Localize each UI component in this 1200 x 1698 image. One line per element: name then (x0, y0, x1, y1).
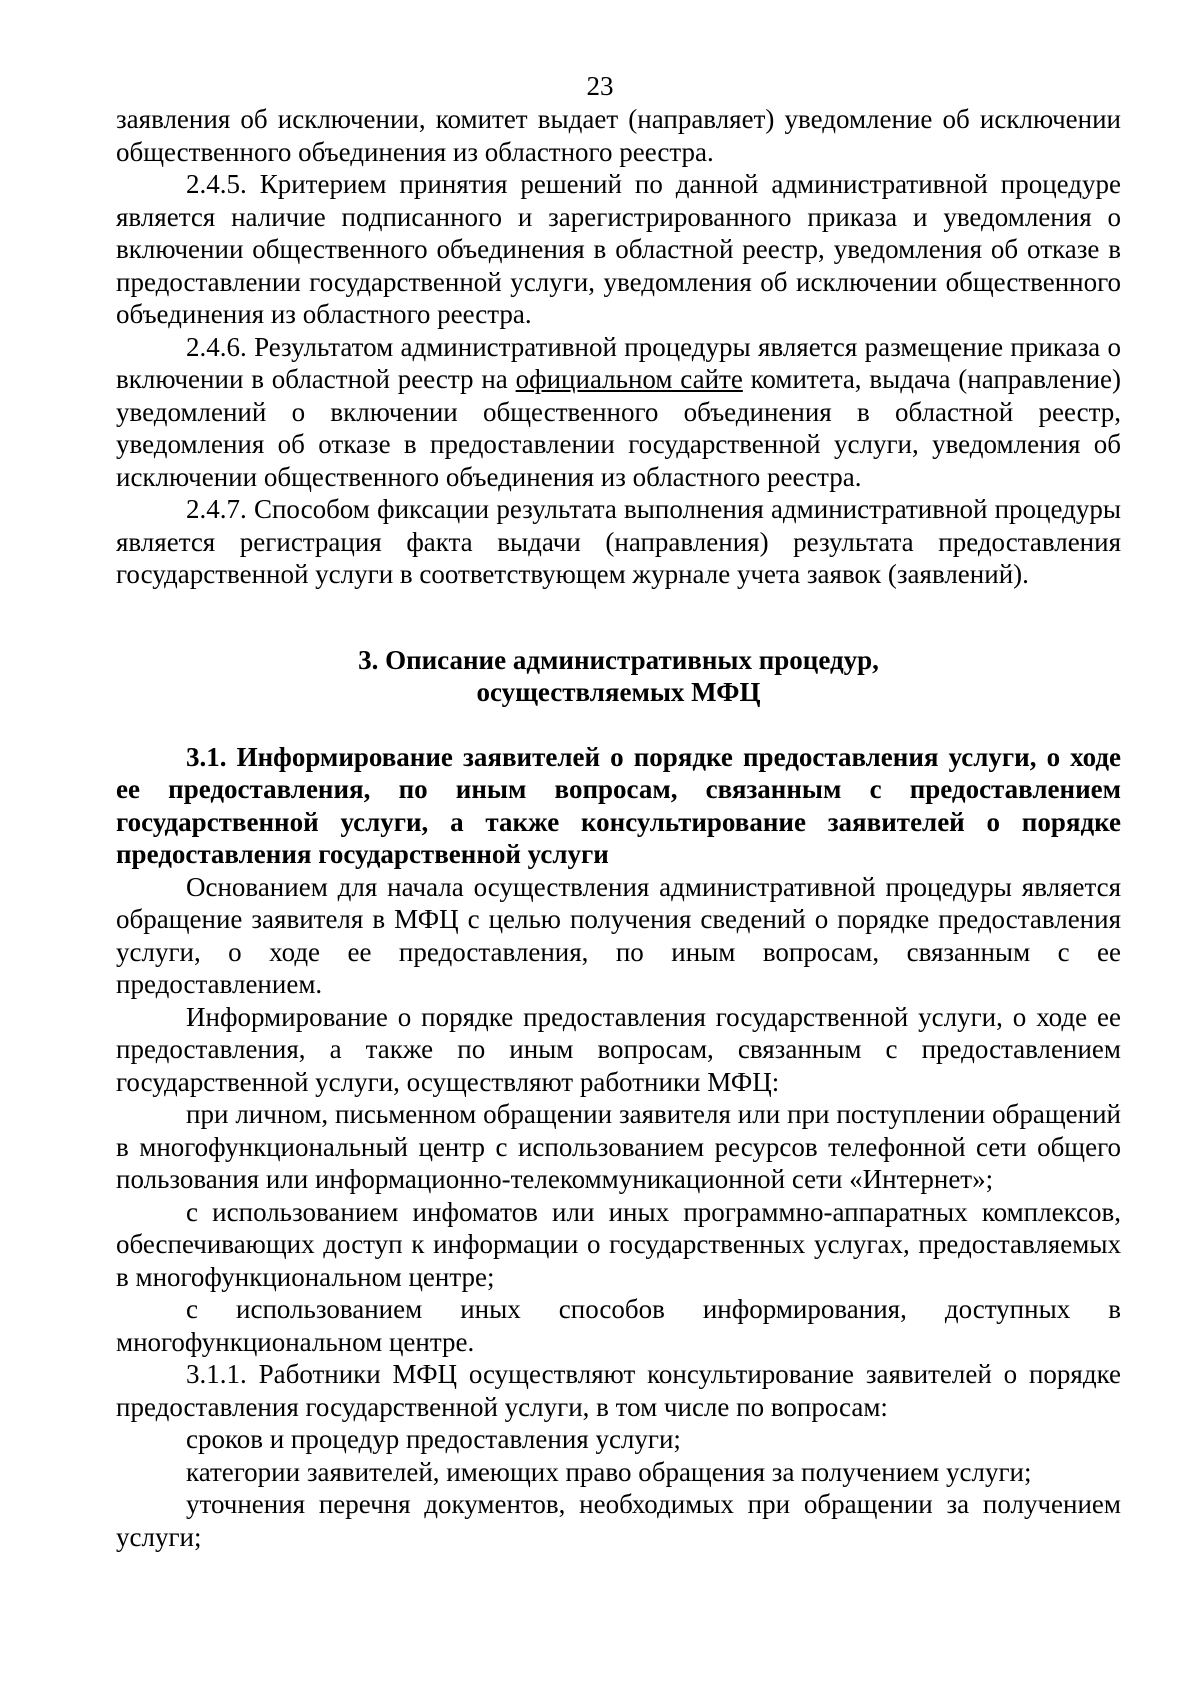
section-3-heading-line-1: 3. Описание административных процедур, (358, 644, 879, 675)
section-gap (116, 591, 1121, 644)
paragraph-2-4-7: 2.4.7. Способом фиксации результата выполнения административной процедуры является регистрация факта выдачи (направления) результата предоставления государственной услуги в соответствующем журнале учета заявок (заявлений). (116, 494, 1121, 589)
paragraph-informing: Информирование о порядке предоставления государственной услуги, о ходе ее предоставления, а также по иным вопросам, связанным с предоставлением государственной услуги, осуществляют работники МФЦ: (116, 1001, 1121, 1097)
list-item-documents: уточнения перечня документов, необходимых при обращении за получением услуги; (116, 1489, 1121, 1552)
paragraph-basis: Основанием для начала осуществления административной процедуры является обращение заявителя в МФЦ с целью получения сведений о порядке предоставления услуги, о ходе ее предоставления, по иным вопросам, связанным с ее предоставлением. (116, 871, 1121, 999)
document-body (116, 103, 1121, 1553)
section-3-heading-line-2: осуществляемых МФЦ (476, 677, 761, 707)
page-number: 23 (586, 71, 614, 101)
paragraph-2-4-6 (116, 331, 1121, 494)
paragraph-continuation: заявления об исключении, комитет выдает (направляет) уведомление об исключении общественного объединения из областного реестра. (116, 104, 1121, 167)
list-item-infomats: с использованием инфоматов или иных программно-аппаратных комплексов, обеспечивающих доступ к информации о государственных услугах, предоставляемых в многофункциональном центре; (116, 1196, 1121, 1292)
paragraph-2-4-6-end: комитета, выдача (направление) уведомлений о включении общественного объединения в областной реестр, уведомления об отказе в предоставлении государственной услуги, уведомления об исключении общественного объединения из областного реестра. (116, 364, 1121, 492)
official-site-link[interactable]: официальном сайте (515, 364, 743, 394)
list-item-personal-appeal: при личном, письменном обращении заявителя или при поступлении обращений в многофункциональный центр с использованием ресурсов телефонной сети общего пользования или информационно-телекоммуникационной сети «Интернет»; (116, 1099, 1121, 1194)
paragraph-2-4-6-start: 2.4.6. Результатом административной процедуры является размещение приказа о включении в областной реестр на (116, 331, 1121, 394)
section-3-heading (116, 644, 1121, 709)
list-item-other-methods: с использованием иных способов информирования, доступных в многофункциональном центре. (116, 1294, 1121, 1357)
paragraph-2-4-5: 2.4.5. Критерием принятия решений по данной административной процедуре является наличие подписанного и зарегистрированного приказа и уведомления о включении общественного объединения в областной реестр, уведомления об отказе в предоставлении государственной услуги, уведомления об исключении общественного объединения из областного реестра. (116, 169, 1121, 329)
paragraph-3-1-1: 3.1.1. Работники МФЦ осуществляют консультирование заявителей о порядке предоставления государственной услуги, в том числе по вопросам: (116, 1359, 1121, 1422)
list-item-categories: категории заявителей, имеющих право обращения за получением услуги; (186, 1456, 1032, 1487)
subsection-3-1-heading: 3.1. Информирование заявителей о порядке предоставления услуги, о ходе ее предоставления, по иным вопросам, связанным с предоставлением государственной услуги, а также консультирование заявителей о порядке предоставления государственной услуги (116, 741, 1121, 869)
subsection-gap (116, 709, 1121, 741)
list-item-terms: сроков и процедур предоставления услуги; (186, 1424, 681, 1454)
